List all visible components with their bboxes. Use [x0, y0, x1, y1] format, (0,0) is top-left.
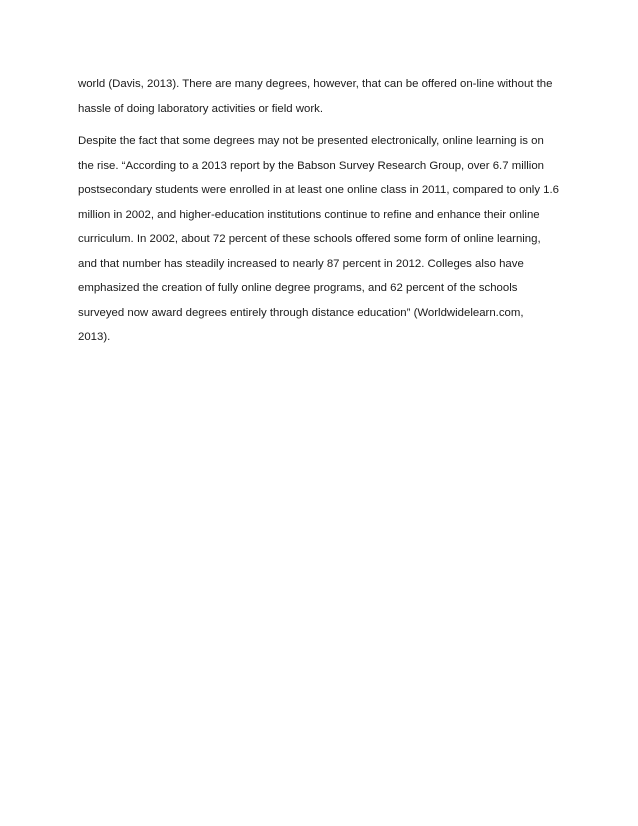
text-line: curriculum. In 2002, about 72 percent of these schools offered some form of online learning, — [78, 233, 541, 245]
text-line: 2013). — [78, 331, 111, 343]
text-line: and that number has steadily increased to nearly 87 percent in 2012. Colleges also have — [78, 257, 524, 270]
text-line: surveyed now award degrees entirely through distance education” (Worldwidelearn.com, — [78, 306, 524, 319]
text-line: world (Davis, 2013). There are many degrees, however, that can be offered on-line without the — [78, 78, 553, 90]
text-line: million in 2002, and higher-education institutions continue to refine and enhance their online — [78, 208, 540, 221]
text-line: emphasized the creation of fully online degree programs, and 62 percent of the schools — [78, 282, 518, 294]
paragraph-2 — [78, 129, 578, 350]
paragraph-spacing — [78, 121, 578, 129]
text-line: the rise. “According to a 2013 report by the Babson Survey Research Group, over 6.7 million — [78, 159, 544, 172]
document-body — [78, 72, 578, 350]
text-line: Despite the fact that some degrees may not be presented electronically, online learning is on — [78, 135, 544, 147]
text-line: postsecondary students were enrolled in at least one online class in 2011, compared to only 1.6 — [78, 184, 560, 196]
paragraph-1 — [78, 72, 578, 121]
text-line: hassle of doing laboratory activities or field work. — [78, 102, 324, 115]
